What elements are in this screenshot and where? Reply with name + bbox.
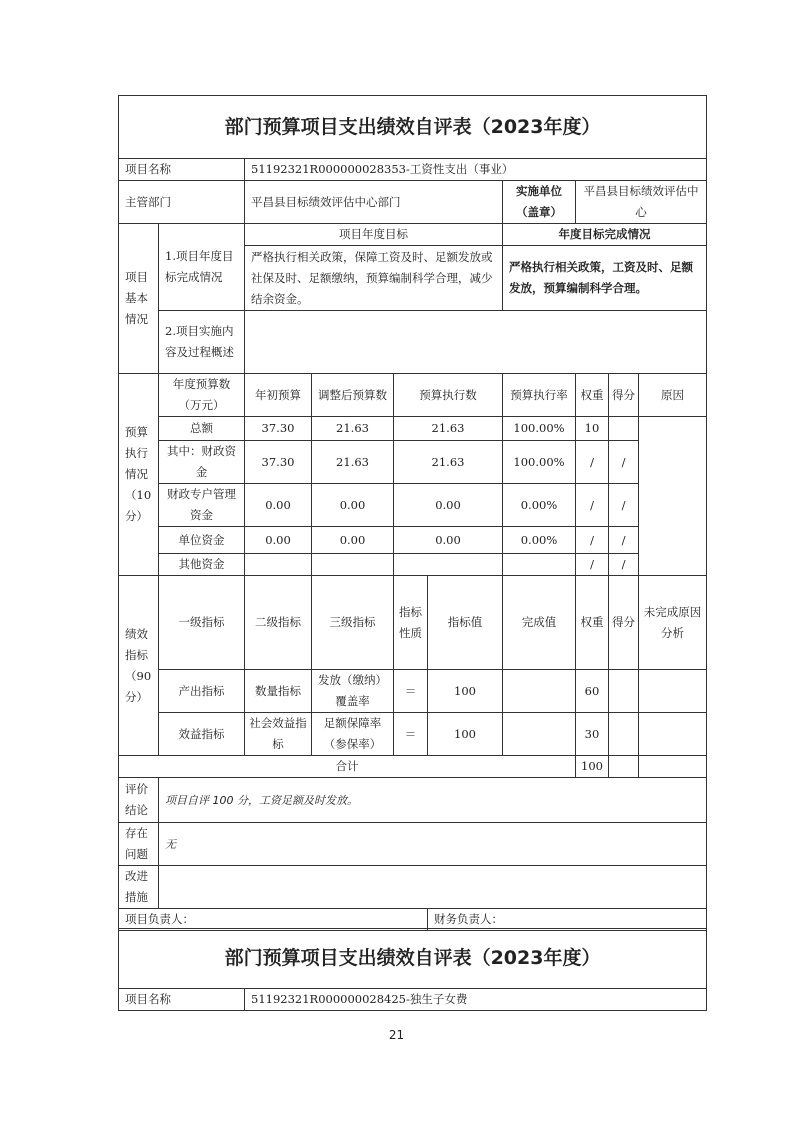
form-title: 部门预算项目支出绩效自评表（2023年度） bbox=[119, 96, 707, 159]
project-lead-label: 项目负责人： bbox=[119, 909, 428, 931]
issues-label: 存在问题 bbox=[119, 823, 159, 866]
initial-budget: 37.30 bbox=[245, 417, 312, 441]
budget-header: 预算执行率 bbox=[503, 374, 576, 417]
finance-lead-label: 财务负责人： bbox=[428, 909, 707, 931]
weight: / bbox=[576, 554, 609, 576]
adjusted-budget: 0.00 bbox=[312, 484, 394, 527]
executed-budget: 21.63 bbox=[394, 441, 503, 484]
goal-text: 严格执行相关政策，保障工资及时、足额发放或社保及时、足额缴纳，预算编制科学合理，减少结余资金。 bbox=[245, 246, 503, 311]
weight: / bbox=[576, 441, 609, 484]
execution-rate: 0.00% bbox=[503, 484, 576, 527]
unit-label: 实施单位（盖章） bbox=[503, 181, 576, 224]
issues-text: 无 bbox=[159, 823, 707, 866]
score: / bbox=[609, 527, 639, 554]
performance-self-evaluation-form bbox=[118, 95, 707, 931]
weight: / bbox=[576, 484, 609, 527]
total-reason bbox=[639, 756, 707, 778]
level2-indicator: 社会效益指标 bbox=[245, 713, 312, 756]
budget-header: 原因 bbox=[639, 374, 707, 417]
adjusted-budget: 21.63 bbox=[312, 441, 394, 484]
budget-row-name: 单位资金 bbox=[159, 527, 245, 554]
actual-value bbox=[503, 670, 576, 713]
goal-header: 项目年度目标 bbox=[245, 224, 503, 246]
reason-cell bbox=[639, 417, 707, 576]
adjusted-budget: 0.00 bbox=[312, 527, 394, 554]
implementation-text bbox=[245, 311, 707, 374]
budget-row bbox=[119, 441, 707, 484]
level1-indicator: 效益指标 bbox=[159, 713, 245, 756]
score: / bbox=[609, 441, 639, 484]
score: / bbox=[609, 484, 639, 527]
project-name-label: 项目名称 bbox=[119, 989, 245, 1011]
total-label: 合计 bbox=[119, 756, 576, 778]
goal-completion-label: 1.项目年度目标完成情况 bbox=[159, 224, 245, 311]
level3-indicator: 足额保障率（参保率） bbox=[312, 713, 394, 756]
executed-budget: 21.63 bbox=[394, 417, 503, 441]
score: / bbox=[609, 554, 639, 576]
reason bbox=[639, 713, 707, 756]
execution-rate: 0.00% bbox=[503, 527, 576, 554]
indicator-row bbox=[119, 670, 707, 713]
form-title: 部门预算项目支出绩效自评表（2023年度） bbox=[119, 929, 707, 989]
budget-header: 年度预算数（万元） bbox=[159, 374, 245, 417]
initial-budget bbox=[245, 554, 312, 576]
indicator-value: 100 bbox=[428, 670, 503, 713]
execution-rate: 100.00% bbox=[503, 417, 576, 441]
unit-value: 平昌县目标绩效评估中心 bbox=[576, 181, 707, 224]
budget-header: 年初预算 bbox=[245, 374, 312, 417]
perf-header: 二级指标 bbox=[245, 576, 312, 670]
initial-budget: 0.00 bbox=[245, 527, 312, 554]
improvement-text bbox=[159, 866, 707, 909]
budget-execution-label: 预算执行情况（10分） bbox=[119, 374, 159, 576]
total-score bbox=[609, 756, 639, 778]
score bbox=[609, 417, 639, 441]
project-name-label: 项目名称 bbox=[119, 159, 245, 181]
budget-row bbox=[119, 554, 707, 576]
budget-row bbox=[119, 527, 707, 554]
initial-budget: 0.00 bbox=[245, 484, 312, 527]
perf-header: 得分 bbox=[609, 576, 639, 670]
project-name-value: 51192321R000000028425-独生子女费 bbox=[245, 989, 707, 1011]
indicator-value: 100 bbox=[428, 713, 503, 756]
budget-row-name: 其中：财政资金 bbox=[159, 441, 245, 484]
score bbox=[609, 670, 639, 713]
perf-header: 指标值 bbox=[428, 576, 503, 670]
basic-info-label: 项目基本情况 bbox=[119, 224, 159, 374]
budget-row-name: 财政专户管理资金 bbox=[159, 484, 245, 527]
perf-header: 三级指标 bbox=[312, 576, 394, 670]
budget-header: 调整后预算数 bbox=[312, 374, 394, 417]
weight: 10 bbox=[576, 417, 609, 441]
level1-indicator: 产出指标 bbox=[159, 670, 245, 713]
completion-text: 严格执行相关政策，工资及时、足额发放，预算编制科学合理。 bbox=[503, 246, 707, 311]
performance-label: 绩效指标（90分） bbox=[119, 576, 159, 756]
score bbox=[609, 713, 639, 756]
budget-header: 得分 bbox=[609, 374, 639, 417]
perf-header: 完成值 bbox=[503, 576, 576, 670]
executed-budget: 0.00 bbox=[394, 527, 503, 554]
implementation-label: 2.项目实施内容及过程概述 bbox=[159, 311, 245, 374]
weight: 30 bbox=[576, 713, 609, 756]
level3-indicator: 发放（缴纳）覆盖率 bbox=[312, 670, 394, 713]
project-name-value: 51192321R000000028353-工资性支出（事业） bbox=[245, 159, 707, 181]
weight: 60 bbox=[576, 670, 609, 713]
performance-self-evaluation-form-2 bbox=[118, 928, 707, 1011]
budget-row-name: 其他资金 bbox=[159, 554, 245, 576]
execution-rate: 100.00% bbox=[503, 441, 576, 484]
actual-value bbox=[503, 713, 576, 756]
conclusion-text: 项目自评 100 分，工资足额及时发放。 bbox=[159, 778, 707, 823]
perf-header: 指标性质 bbox=[394, 576, 428, 670]
perf-header: 权重 bbox=[576, 576, 609, 670]
initial-budget: 37.30 bbox=[245, 441, 312, 484]
adjusted-budget bbox=[312, 554, 394, 576]
weight: / bbox=[576, 527, 609, 554]
budget-row bbox=[119, 484, 707, 527]
budget-row-name: 总额 bbox=[159, 417, 245, 441]
indicator-nature: ＝ bbox=[394, 670, 428, 713]
dept-label: 主管部门 bbox=[119, 181, 245, 224]
level2-indicator: 数量指标 bbox=[245, 670, 312, 713]
indicator-nature: ＝ bbox=[394, 713, 428, 756]
page-number: 21 bbox=[388, 1028, 405, 1042]
dept-value: 平昌县目标绩效评估中心部门 bbox=[245, 181, 503, 224]
adjusted-budget: 21.63 bbox=[312, 417, 394, 441]
conclusion-label: 评价结论 bbox=[119, 778, 159, 823]
budget-header: 预算执行数 bbox=[394, 374, 503, 417]
executed-budget: 0.00 bbox=[394, 484, 503, 527]
executed-budget bbox=[394, 554, 503, 576]
completion-header: 年度目标完成情况 bbox=[503, 224, 707, 246]
budget-header: 权重 bbox=[576, 374, 609, 417]
indicator-row bbox=[119, 713, 707, 756]
total-weight: 100 bbox=[576, 756, 609, 778]
budget-row bbox=[119, 417, 707, 441]
perf-header: 一级指标 bbox=[159, 576, 245, 670]
improvement-label: 改进措施 bbox=[119, 866, 159, 909]
execution-rate bbox=[503, 554, 576, 576]
reason bbox=[639, 670, 707, 713]
perf-header: 未完成原因分析 bbox=[639, 576, 707, 670]
